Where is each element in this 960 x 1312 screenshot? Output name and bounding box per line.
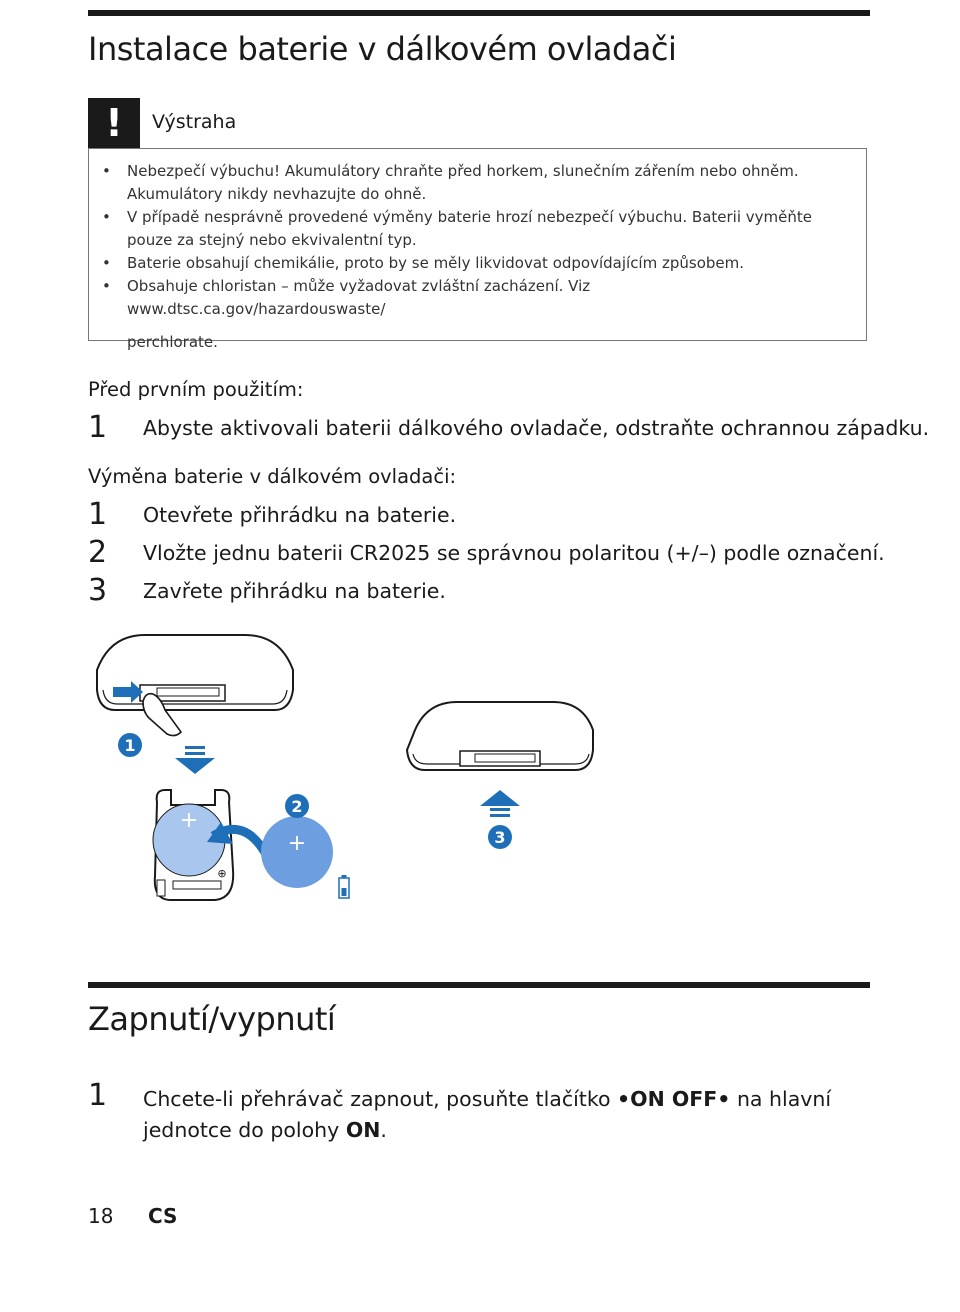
warning-item: • Baterie obsahují chemikálie, proto by se měly likvidovat odpovídajícím způsobem. [100,252,840,275]
arrow-down-icon [175,746,215,774]
bullet-icon: • [102,162,111,180]
step-marker-text: 2 [291,797,303,816]
step-text: Vložte jednu baterii CR2025 se správnou polaritou (+/–) podle označení. [143,541,885,565]
step-number: 3 [88,573,108,608]
plus-circle-mark: ⊕ [217,867,227,880]
warning-item: • Nebezpečí výbuchu! Akumulátory chraňte před horkem, slunečním zářením nebo ohněm. Akumulátory nikdy nevhazujte do ohně. [102,162,799,203]
step-marker-text: 1 [124,736,136,755]
bullet-icon: • [102,277,111,295]
step-number: 1 [88,497,108,532]
before-first-use-heading: Před prvním použitím: [88,378,304,401]
bullet-icon: • [102,208,111,226]
page-number: 18 [88,1204,114,1228]
step-number: 1 [88,410,108,445]
step-number: 2 [88,535,108,570]
top-rule [88,10,870,16]
step-text: Abyste aktivovali baterii dálkového ovladače, odstraňte ochrannou západku. [143,416,930,440]
arrow-up-icon [480,790,520,817]
exclamation-icon: ! [88,98,140,148]
warning-link-continuation: perchlorate. [127,333,218,351]
warning-list [100,160,840,354]
plus-mark: + [287,831,307,856]
replace-battery-heading: Výměna baterie v dálkovém ovladači: [88,465,457,488]
step-marker-3-icon [488,825,512,849]
step-replace-1 [88,497,888,533]
warning-header [88,98,488,148]
plus-mark: + [179,808,199,833]
on-off-button-label: •ON OFF• [617,1087,731,1111]
step-before-use-1 [88,410,930,446]
coin-battery-icon [261,816,333,888]
warning-item: • Obsahuje chloristan – může vyžadovat zvláštní zacházení. Viz www.dtsc.ca.gov/hazardouswaste/ perchlorate. [100,275,840,354]
remote-control-closed-icon [407,702,593,770]
step-marker-2-icon [285,794,309,818]
battery-illustration [85,630,645,920]
warning-item: • V případě nesprávně provedené výměny baterie hrozí nebezpečí výbuchu. Baterii vyměňte pouze za stejný nebo ekvivalentní typ. [102,208,812,249]
step-marker-1-icon [118,733,142,757]
step-number: 1 [88,1078,108,1113]
warning-title: Výstraha [152,111,237,133]
battery-icon [339,875,349,898]
step-text: Otevřete přihrádku na baterie. [143,503,457,527]
on-position-label: ON [345,1118,381,1142]
step-text: Chcete-li přehrávač zapnout, posuňte tlačítko •ON OFF• na hlavní jednotce do polohy ON. [143,1087,832,1142]
remote-control-icon [97,635,293,710]
step-replace-3 [88,573,888,609]
battery-holder-icon [153,790,233,900]
bullet-icon: • [102,254,111,272]
language-code: CS [148,1204,178,1228]
section-rule [88,982,870,988]
step-text: Zavřete přihrádku na baterie. [143,579,446,603]
section-title-power: Zapnutí/vypnutí [88,1000,336,1038]
step-marker-text: 3 [494,828,506,847]
section-title-battery-install: Instalace baterie v dálkovém ovladači [88,30,677,68]
step-replace-2 [88,535,888,571]
